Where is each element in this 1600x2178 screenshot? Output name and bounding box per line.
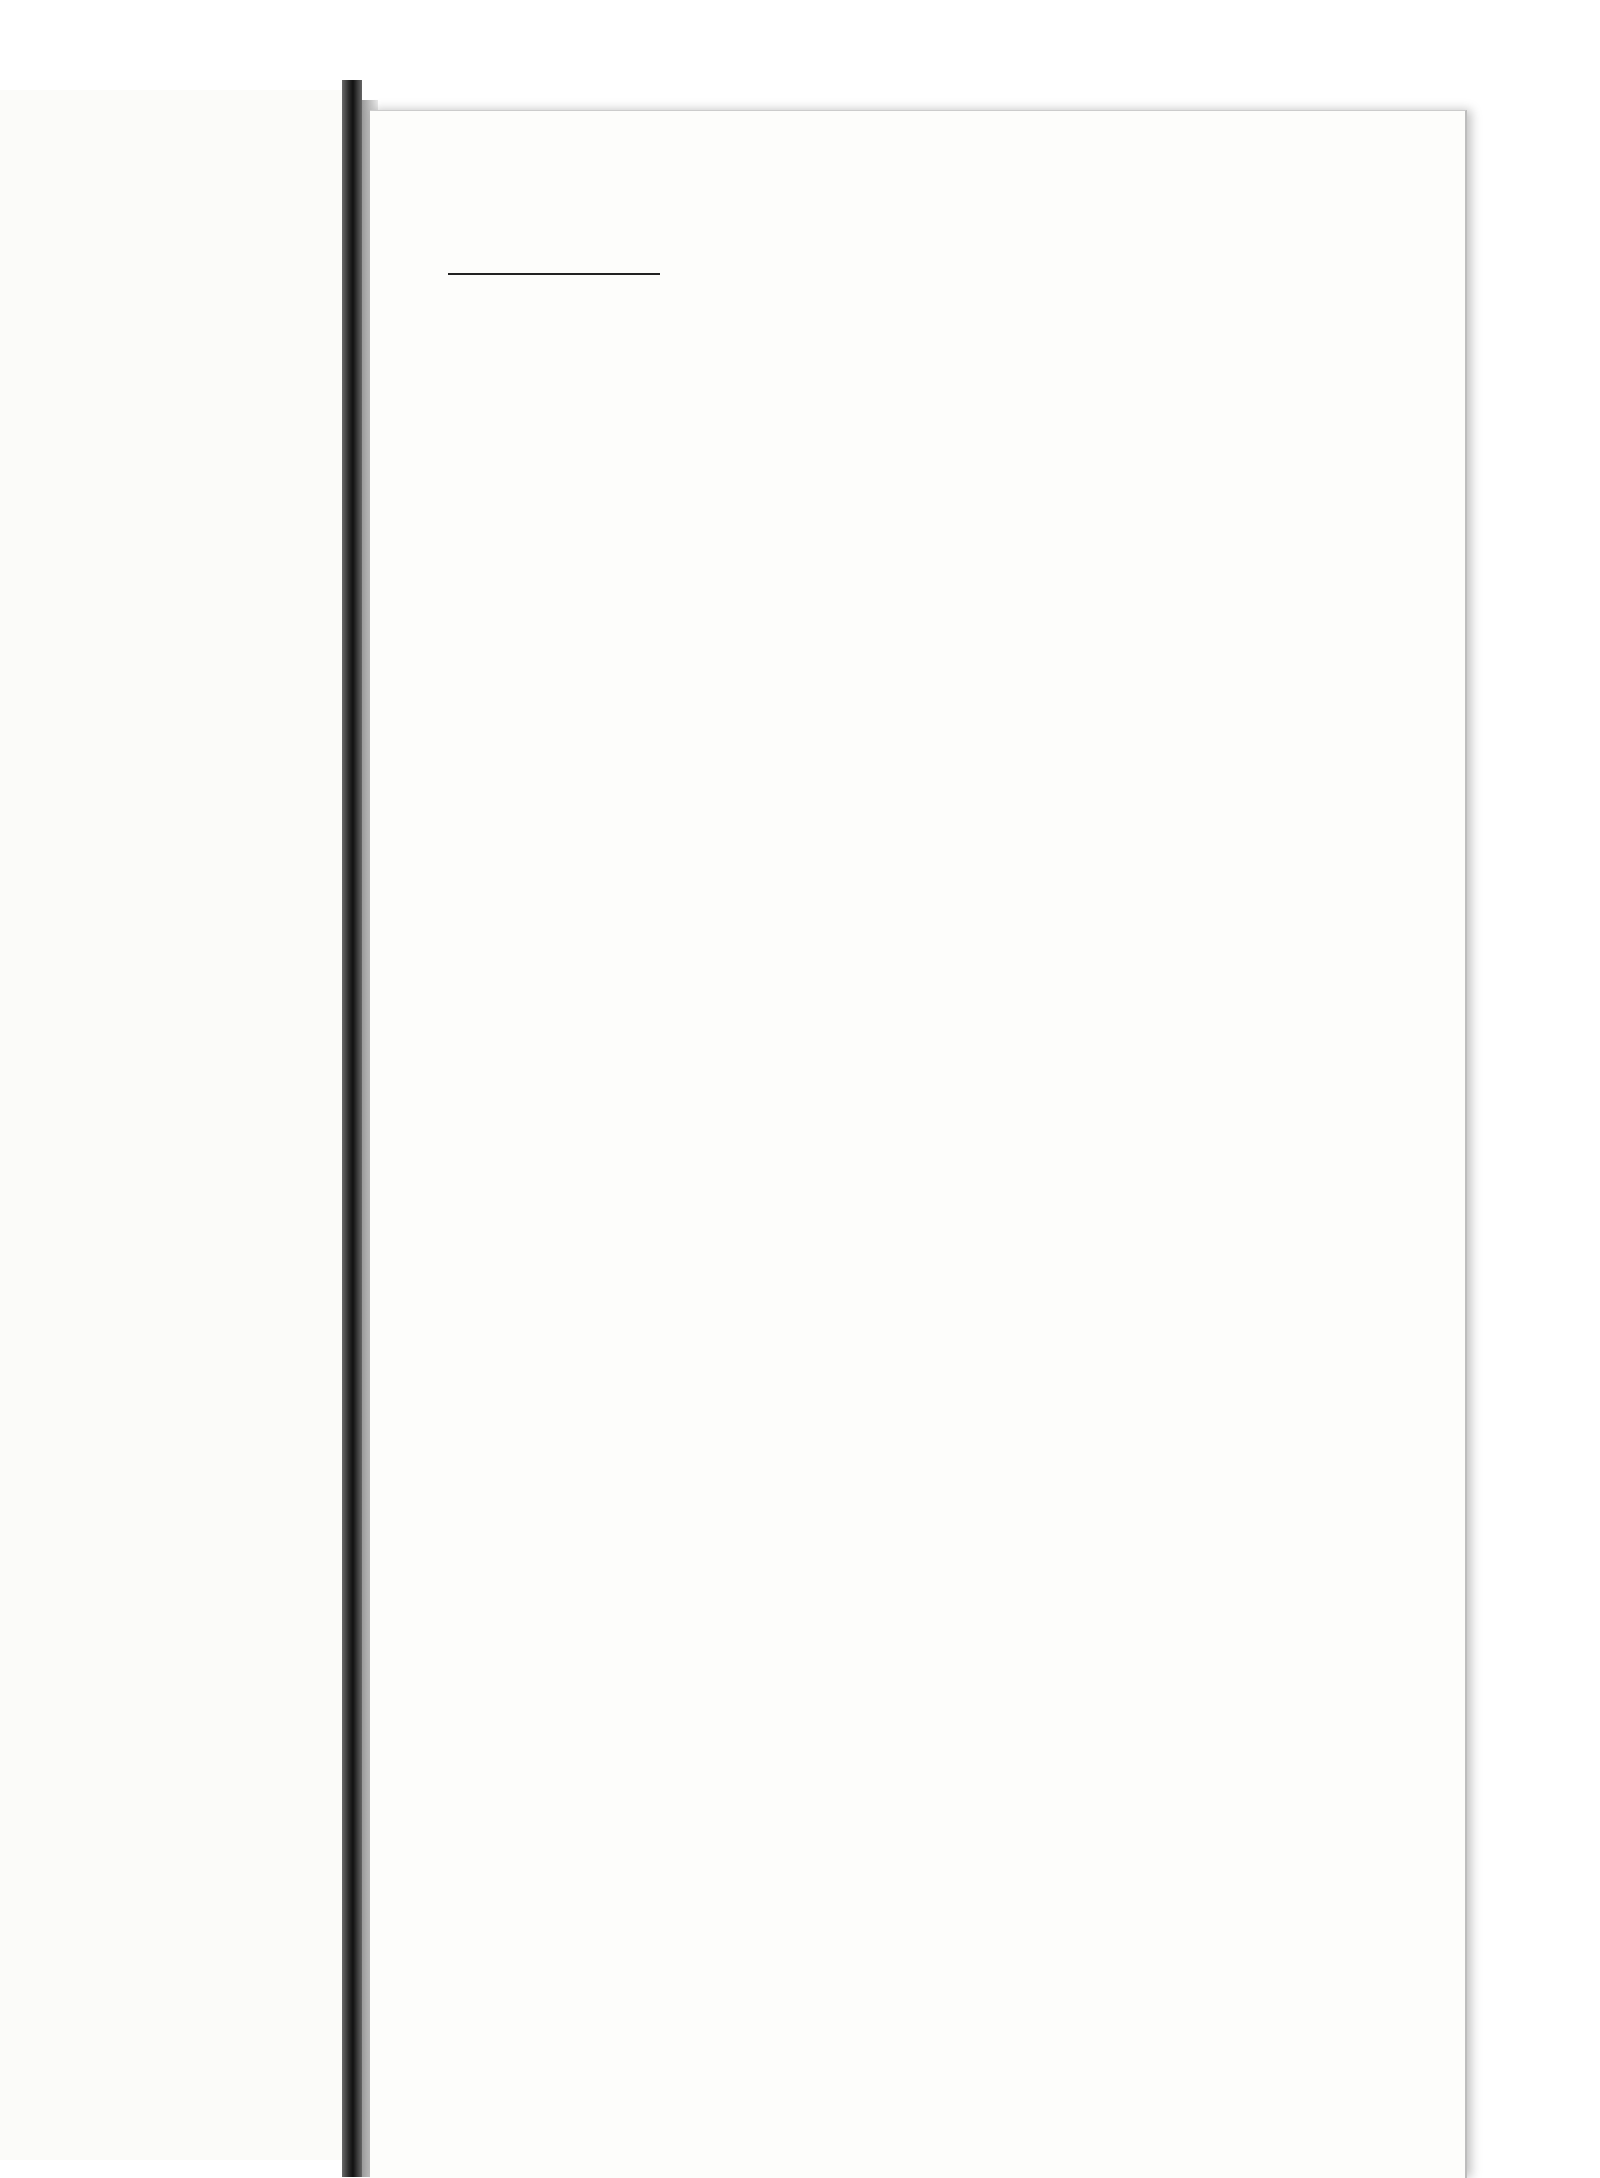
appendix-heading (428, 237, 1433, 263)
book-gutter (342, 80, 362, 2177)
left-page (0, 90, 346, 2160)
main-text (428, 223, 1433, 281)
right-page (370, 110, 1467, 2178)
footnote-rule (448, 273, 660, 275)
form-line (428, 237, 1433, 263)
